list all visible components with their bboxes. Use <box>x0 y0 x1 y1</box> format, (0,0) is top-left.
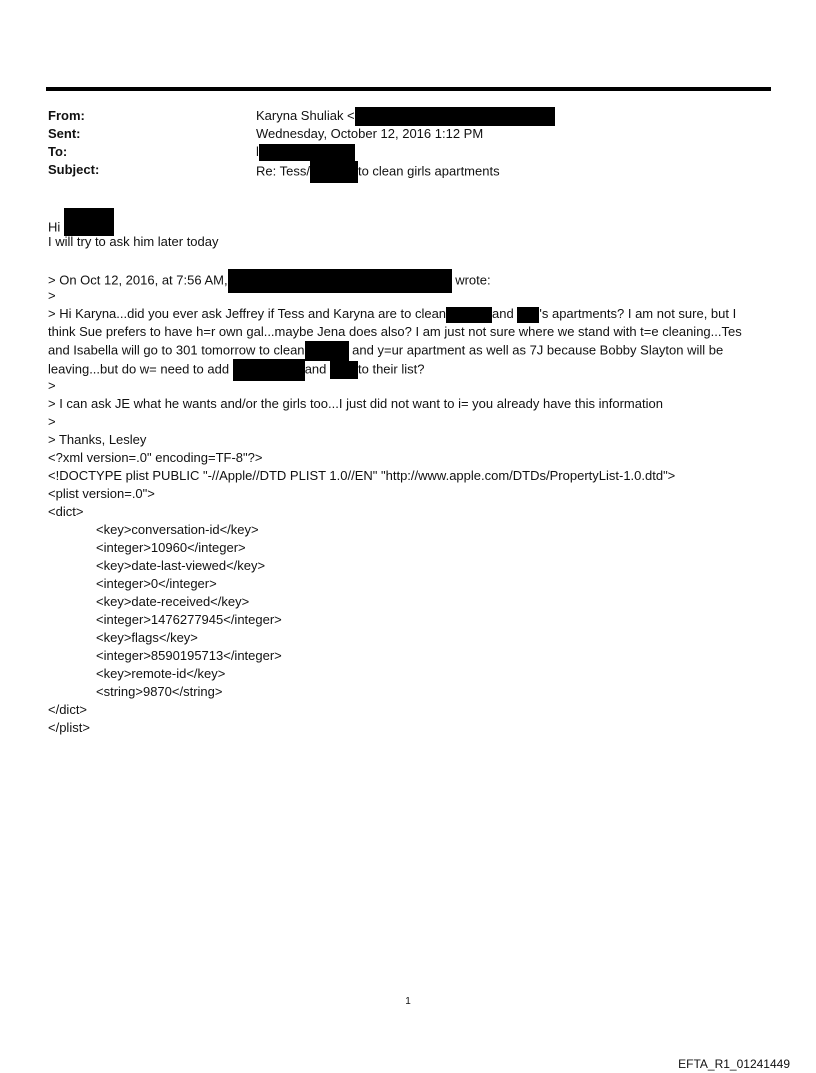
dict-line: <key>remote-id</key> <box>96 666 226 681</box>
dict-line: <key>conversation-id</key> <box>96 522 259 537</box>
subject-text-start: Re: Tess/ <box>256 163 310 179</box>
redaction-box <box>355 107 555 126</box>
quote-wrote: wrote: <box>455 272 491 288</box>
quote-paragraph-2: > I can ask JE what he wants and/or the girls too...I just did not want to i= you already have this information <box>48 396 663 411</box>
quote-text: and y=ur apartment as well as 7J because Bobby Slayton will be <box>352 342 724 358</box>
redaction-box <box>259 144 355 161</box>
dict-line: <key>flags</key> <box>96 630 198 645</box>
quote-text: leaving...but do w= need to add <box>48 361 230 377</box>
quote-marker: > <box>48 414 56 429</box>
dict-line: <integer>8590195713</integer> <box>96 648 282 663</box>
from-name: Karyna Shuliak < <box>256 108 355 123</box>
quote-text: 's apartments? I am not sure, but I <box>539 306 737 321</box>
redaction-box <box>64 208 114 236</box>
quote-text: and Isabella will go to 301 tomorrow to clean <box>48 342 305 358</box>
greeting: Hi <box>48 219 61 235</box>
quote-paragraph-line-2: think Sue prefers to have h=r own gal...maybe Jena does also? I am just not sure where we stand with t=e cleaning...Tes <box>48 324 742 339</box>
quote-marker: > <box>48 378 56 393</box>
sent-row <box>0 125 816 143</box>
header-rule <box>46 87 771 91</box>
quote-signoff: > Thanks, Lesley <box>48 432 147 447</box>
subject-row <box>0 161 816 179</box>
from-row <box>0 107 816 125</box>
redaction-box <box>517 307 539 323</box>
xml-line: <!DOCTYPE plist PUBLIC "-//Apple//DTD PLIST 1.0//EN" "http://www.apple.com/DTDs/PropertyList-1.0.dtd"> <box>48 468 676 483</box>
to-row <box>0 143 816 161</box>
to-label: To: <box>48 144 68 159</box>
sent-value: Wednesday, October 12, 2016 1:12 PM <box>256 126 484 141</box>
dict-line: <integer>1476277945</integer> <box>96 612 282 627</box>
document-id: EFTA_R1_01241449 <box>678 1057 790 1071</box>
from-label: From: <box>48 108 85 123</box>
xml-line: <?xml version=.0" encoding=TF-8"?> <box>48 450 263 465</box>
quote-text: to their list? <box>358 361 425 377</box>
quote-paragraph-line-3 <box>48 341 778 361</box>
redaction-box <box>446 307 492 323</box>
redaction-box <box>305 341 349 361</box>
quote-marker: > <box>48 288 56 303</box>
quote-date: > On Oct 12, 2016, at 7:56 AM, <box>48 272 228 288</box>
reply-line: I will try to ask him later today <box>48 234 219 249</box>
sent-label: Sent: <box>48 126 81 141</box>
redaction-box <box>310 161 358 183</box>
xml-close-line: </dict> <box>48 702 88 717</box>
subject-value <box>256 161 500 183</box>
dict-line: <integer>0</integer> <box>96 576 217 591</box>
quote-paragraph-line-1 <box>48 305 778 323</box>
dict-line: <key>date-last-viewed</key> <box>96 558 266 573</box>
quote-text: and <box>492 306 514 321</box>
from-value <box>256 107 555 126</box>
dict-line: <key>date-received</key> <box>96 594 250 609</box>
dict-line: <string>9870</string> <box>96 684 223 699</box>
quote-text: > Hi Karyna...did you ever ask Jeffrey if Tess and Karyna are to clean <box>48 306 447 321</box>
to-value <box>256 143 355 161</box>
page-number: 1 <box>405 996 411 1007</box>
xml-line: <plist version=.0"> <box>48 486 155 501</box>
xml-close-line: </plist> <box>48 720 90 735</box>
to-name: l <box>256 144 259 159</box>
xml-line: <dict> <box>48 504 84 519</box>
quote-text: and <box>304 361 327 377</box>
subject-label: Subject: <box>48 162 100 177</box>
subject-text-end: to clean girls apartments <box>357 163 500 179</box>
dict-line: <integer>10960</integer> <box>96 540 246 555</box>
